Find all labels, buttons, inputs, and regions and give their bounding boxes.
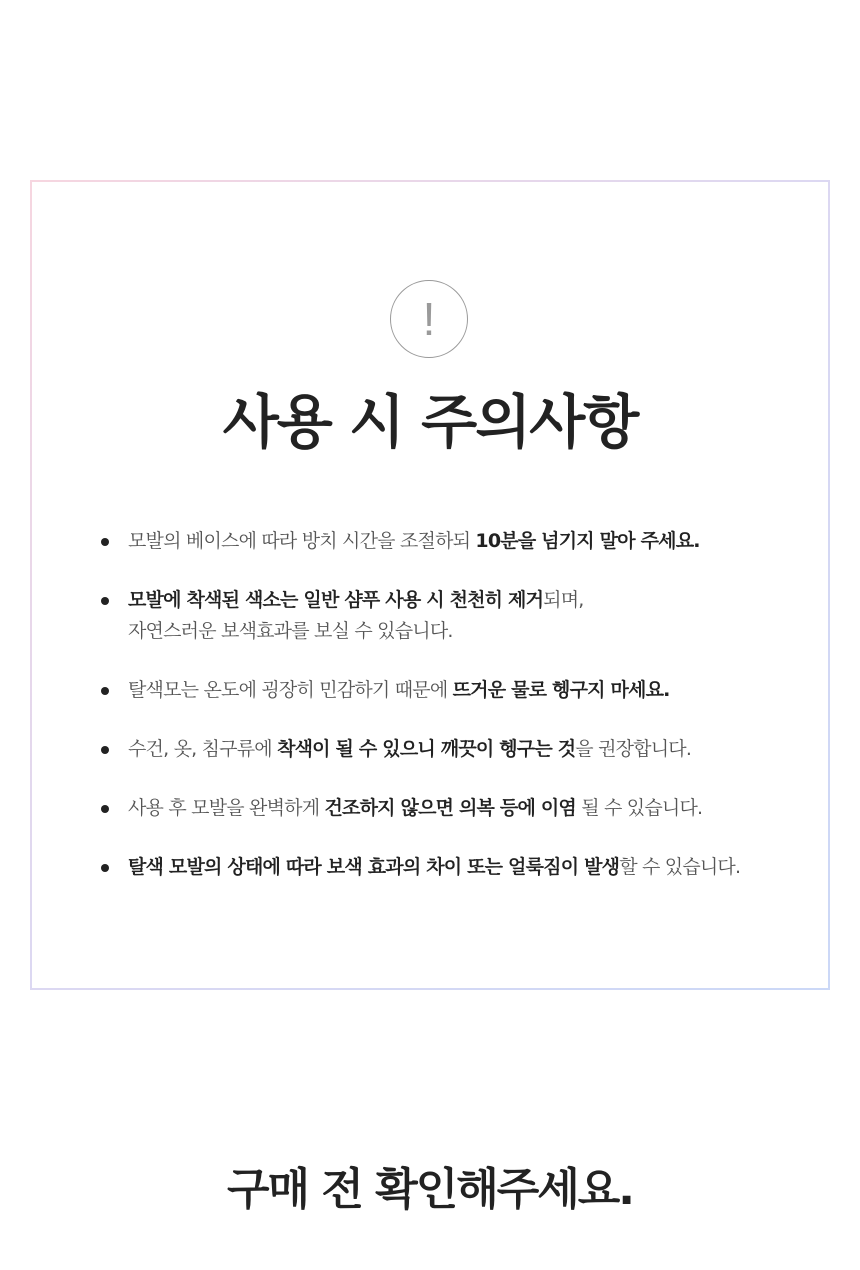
bullet-dot-icon: [101, 864, 109, 872]
caution-text: 할 수 있습니다.: [619, 856, 741, 878]
caution-notice-box: [30, 180, 830, 990]
caution-emphasis-text: 모발에 착색된 색소는 일반 샴푸 사용 시 천천히 제거: [128, 589, 544, 611]
bullet-dot-icon: [101, 746, 109, 754]
caution-emphasis-text: 탈색 모발의 상태에 따라 보색 효과의 차이 또는 얼룩짐이 발생: [128, 856, 620, 878]
caution-emphasis-text: 건조하지 않으면 의복 등에 이염: [324, 797, 576, 819]
caution-item-line: [128, 675, 818, 706]
caution-item-line: [128, 526, 818, 557]
exclamation-icon: [390, 280, 468, 358]
caution-item-line: [128, 793, 818, 824]
caution-item-line: [128, 616, 818, 647]
bullet-dot-icon: [101, 687, 109, 695]
caution-item: [128, 526, 818, 557]
caution-list: [128, 526, 818, 911]
caution-item-line: [128, 734, 818, 765]
caution-item: [128, 793, 818, 824]
caution-item: [128, 734, 818, 765]
bullet-dot-icon: [101, 597, 109, 605]
caution-text: 수건, 옷, 침구류에: [128, 738, 278, 760]
caution-emphasis-text: 뜨거운 물로 헹구지 마세요.: [452, 679, 670, 701]
caution-text: 모발의 베이스에 따라 방치 시간을 조절하되: [128, 530, 476, 552]
bullet-dot-icon: [101, 538, 109, 546]
caution-item-line: [128, 585, 818, 616]
caution-text: 될 수 있습니다.: [575, 797, 703, 819]
caution-emphasis-text: 10분을 넘기지 말아 주세요.: [475, 530, 700, 552]
caution-item-line: [128, 852, 818, 883]
bullet-dot-icon: [101, 805, 109, 813]
caution-item: [128, 852, 818, 883]
notice-title: 사용 시 주의사항: [222, 388, 638, 456]
caution-text: 탈색모는 온도에 굉장히 민감하기 때문에: [128, 679, 453, 701]
caution-item: [128, 675, 818, 706]
caution-text: 을 권장합니다.: [575, 738, 692, 760]
exclamation-glyph: !: [422, 293, 436, 345]
caution-emphasis-text: 착색이 될 수 있으니 깨끗이 헹구는 것: [277, 738, 576, 760]
caution-text: 되며,: [543, 589, 584, 611]
caution-text: 자연스러운 보색효과를 보실 수 있습니다.: [128, 620, 453, 642]
caution-item: [128, 585, 818, 647]
caution-text: 사용 후 모발을 완벽하게: [128, 797, 325, 819]
footer-title: 구매 전 확인해주세요.: [227, 1164, 633, 1215]
